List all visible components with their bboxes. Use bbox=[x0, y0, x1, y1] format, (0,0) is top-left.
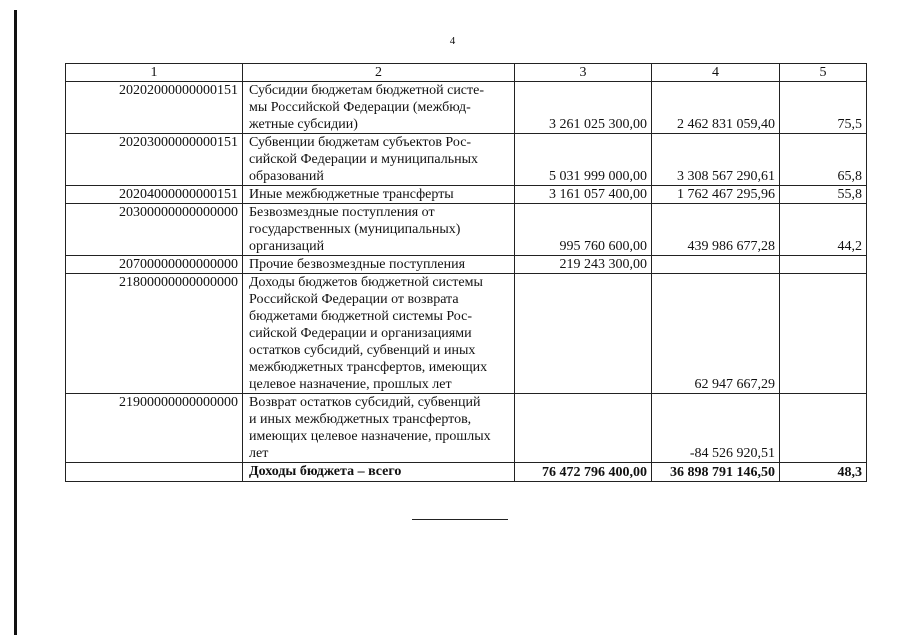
budget-revenue-table bbox=[65, 63, 867, 482]
col-header-1: 1 bbox=[66, 64, 243, 82]
total-actual: 36 898 791 146,50 bbox=[652, 463, 780, 482]
row-percent bbox=[780, 394, 867, 463]
row-name: Безвозмездные поступления от государственных (муниципальных) организаций bbox=[243, 204, 515, 256]
table-row bbox=[66, 82, 867, 134]
row-percent bbox=[780, 256, 867, 274]
row-plan: 995 760 600,00 bbox=[515, 204, 652, 256]
table-row bbox=[66, 274, 867, 394]
table-header-row bbox=[66, 64, 867, 82]
col-header-4: 4 bbox=[652, 64, 780, 82]
row-plan bbox=[515, 394, 652, 463]
row-percent bbox=[780, 274, 867, 394]
row-actual: 3 308 567 290,61 bbox=[652, 134, 780, 186]
row-actual bbox=[652, 256, 780, 274]
row-percent: 55,8 bbox=[780, 186, 867, 204]
row-code: 20202000000000151 bbox=[66, 82, 243, 134]
row-actual: 1 762 467 295,96 bbox=[652, 186, 780, 204]
row-plan bbox=[515, 274, 652, 394]
row-name: Субвенции бюджетам субъектов Рос- сийской Федерации и муниципальных образований bbox=[243, 134, 515, 186]
row-name: Субсидии бюджетам бюджетной систе- мы Российской Федерации (межбюд- жетные субсидии) bbox=[243, 82, 515, 134]
row-percent: 65,8 bbox=[780, 134, 867, 186]
row-code: 21900000000000000 bbox=[66, 394, 243, 463]
row-actual: 439 986 677,28 bbox=[652, 204, 780, 256]
scan-left-edge bbox=[14, 10, 17, 635]
table-row bbox=[66, 134, 867, 186]
page-number: 4 bbox=[449, 35, 456, 47]
row-code: 20203000000000151 bbox=[66, 134, 243, 186]
total-label: Доходы бюджета – всего bbox=[243, 463, 515, 482]
row-plan: 5 031 999 000,00 bbox=[515, 134, 652, 186]
row-code: 21800000000000000 bbox=[66, 274, 243, 394]
row-plan: 3 261 025 300,00 bbox=[515, 82, 652, 134]
total-code bbox=[66, 463, 243, 482]
row-name: Прочие безвозмездные поступления bbox=[243, 256, 515, 274]
row-actual: 62 947 667,29 bbox=[652, 274, 780, 394]
table-row bbox=[66, 256, 867, 274]
row-code: 20204000000000151 bbox=[66, 186, 243, 204]
table-row bbox=[66, 186, 867, 204]
row-name: Возврат остатков субсидий, субвенций и иных межбюджетных трансфертов, имеющих целевое назначение, прошлых лет bbox=[243, 394, 515, 463]
row-name: Доходы бюджетов бюджетной системы Российской Федерации от возврата бюджетами бюджетной системы Рос- сийской Федерации и организациями остатков субсидий, субвенций и иных межбюджетных трансфертов, имеющих целевое назначение, прошлых лет bbox=[243, 274, 515, 394]
total-plan: 76 472 796 400,00 bbox=[515, 463, 652, 482]
table-row bbox=[66, 394, 867, 463]
table-row bbox=[66, 204, 867, 256]
table-total-row bbox=[66, 463, 867, 482]
row-percent: 44,2 bbox=[780, 204, 867, 256]
row-code: 20300000000000000 bbox=[66, 204, 243, 256]
total-percent: 48,3 bbox=[780, 463, 867, 482]
row-actual: 2 462 831 059,40 bbox=[652, 82, 780, 134]
col-header-5: 5 bbox=[780, 64, 867, 82]
row-actual: -84 526 920,51 bbox=[652, 394, 780, 463]
col-header-2: 2 bbox=[243, 64, 515, 82]
footer-separator-line bbox=[412, 519, 508, 520]
row-name: Иные межбюджетные трансферты bbox=[243, 186, 515, 204]
row-code: 20700000000000000 bbox=[66, 256, 243, 274]
row-plan: 3 161 057 400,00 bbox=[515, 186, 652, 204]
row-plan: 219 243 300,00 bbox=[515, 256, 652, 274]
row-percent: 75,5 bbox=[780, 82, 867, 134]
col-header-3: 3 bbox=[515, 64, 652, 82]
